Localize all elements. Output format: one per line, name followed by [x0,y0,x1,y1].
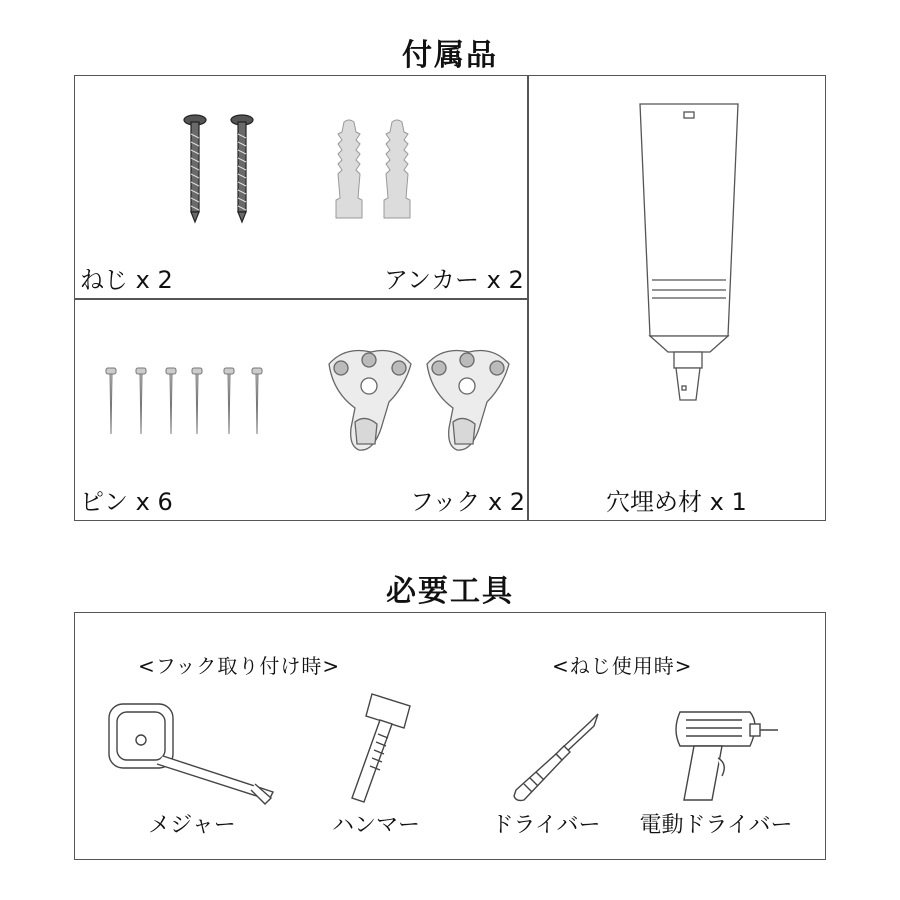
tools-title: 必要工具 [386,574,514,609]
hook-label: フック x 2 [410,488,526,516]
anchor-label: アンカー x 2 [384,266,524,294]
pin-icon [104,366,264,438]
accessories-title: 付属品 [402,38,498,73]
hammer-icon [342,688,422,806]
power-drill-label: 電動ドライバー [639,813,793,838]
tape-measure-icon [105,700,280,805]
screw-icon [178,112,268,224]
hook-icon [325,348,515,456]
screw-group-heading: <ねじ使用時> [552,654,693,678]
tape-measure-label: メジャー [148,813,236,838]
power-drill-icon [670,706,782,806]
filler-tube-icon [638,100,748,418]
screw-label: ねじ x 2 [80,266,173,294]
filler-label: 穴埋め材 x 1 [606,488,747,516]
accessories-divider-horizontal [74,298,528,300]
pin-label: ピン x 6 [80,488,173,516]
hammer-label: ハンマー [331,813,420,838]
screwdriver-label: ドライバー [491,813,601,838]
hook-group-heading: <フック取り付け時> [138,654,341,678]
screwdriver-icon [510,712,602,804]
anchor-icon [332,118,422,222]
